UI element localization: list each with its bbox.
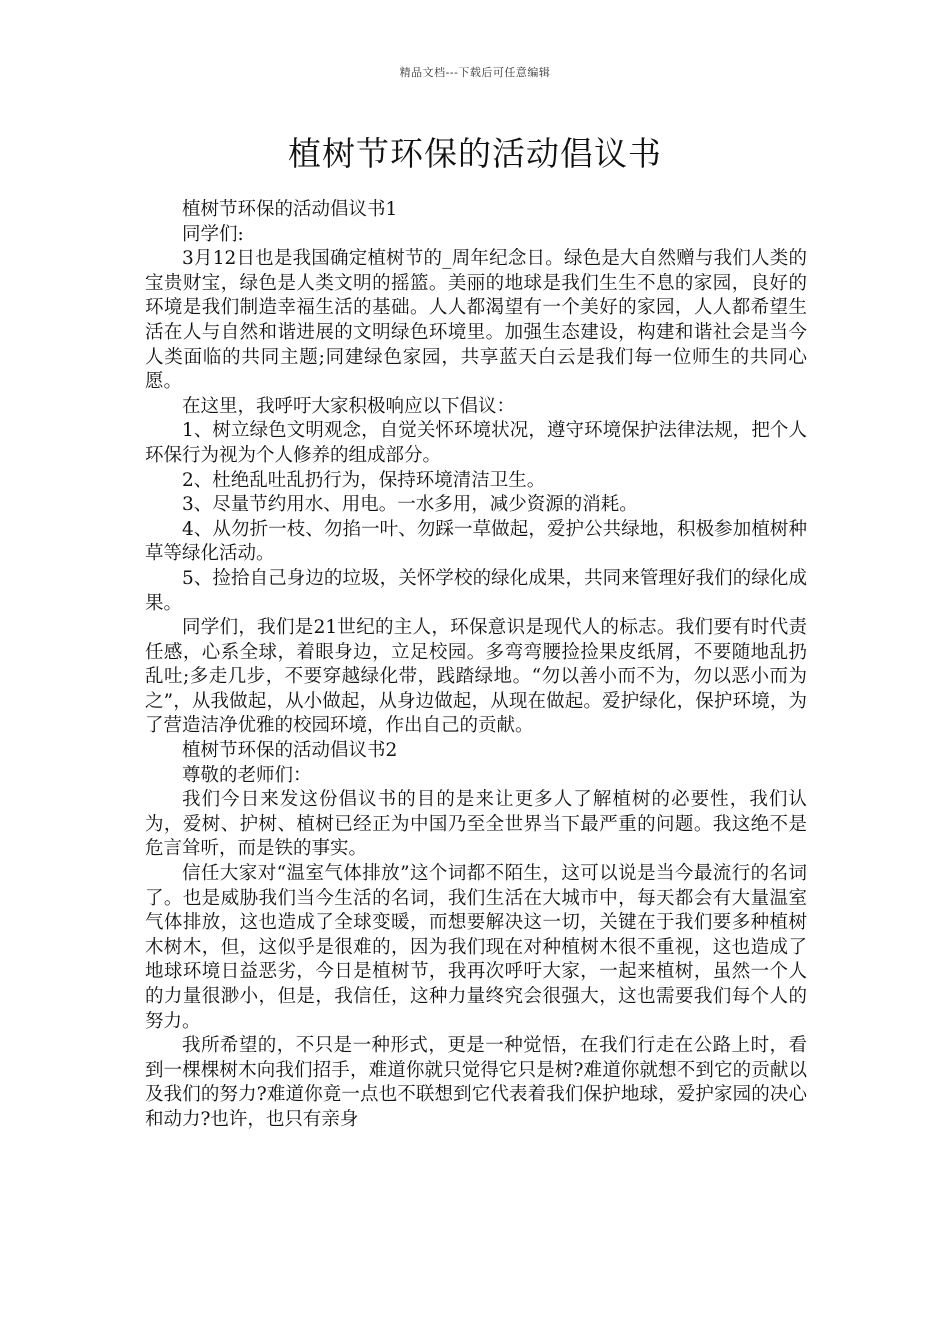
section-heading-1: 植树节环保的活动倡议书1	[182, 199, 398, 220]
paragraph-intro: 3月12日也是我国确定植树节的_周年纪念日。绿色是大自然赠与我们人类的宝贵财宝，绿色是人类文明的摇篮。美丽的地球是我们生生不息的家园，良好的环境是我们制造幸福生活的基础。人人都渴望有一个美好的家园，人人都希望生活在人与自然和谐进展的文明绿色环境里。加强生态建设，构建和谐社会是当今人类面临的共同主题;同建绿色家园，共享蓝天白云是我们每一位师生的共同心愿。	[145, 248, 807, 393]
proposal-item-3: 3、尽量节约用水、用电。一水多用，减少资源的消耗。	[182, 494, 638, 516]
page-header: 精品文档---下载后可任意编辑	[399, 66, 551, 79]
salutation-teachers: 尊敬的老师们：	[182, 764, 312, 786]
paragraph-hope: 我所希望的，不只是一种形式，更是一种觉悟，在我们行走在公路上时，看到一棵棵树木向我们招手，难道你就只觉得它只是树?难道你就想不到它的贡献以及我们的努力?难道你竟一点也不联想到它代表着我们保护地球，爱护家园的决心和动力?也许，也只有亲身	[145, 1035, 807, 1130]
paragraph-call: 在这里，我呼吁大家积极响应以下倡议：	[182, 395, 516, 417]
proposal-item-1: 1、树立绿色文明观念，自觉关怀环境状况，遵守环境保护法律法规，把个人环保行为视为个人修养的组成部分。	[145, 420, 807, 466]
section-heading-2: 植树节环保的活动倡议书2	[182, 740, 398, 762]
salutation-students: 同学们:	[182, 223, 244, 245]
proposal-item-5: 5、捡拾自己身边的垃圾，关怀学校的绿化成果，共同来管理好我们的绿化成果。	[145, 567, 807, 614]
document-body	[145, 198, 807, 1133]
proposal-item-2: 2、杜绝乱吐乱扔行为，保持环境清洁卫生。	[182, 469, 546, 491]
paragraph-greenhouse: 信任大家对“温室气体排放”这个词都不陌生，这可以说是当今最流行的名词了。也是威胁我们当今生活的名词，我们生活在大城市中，每天都会有大量温室气体排放，这也造成了全球变暖，而想要解决这一切，关键在于我们要多种植树木树木，但，这似乎是很难的，因为我们现在对种植树木很不重视，这也造成了地球环境日益恶劣，今日是植树节，我再次呼吁大家，一起来植树，虽然一个人的力量很渺小，但是，我信任，这种力量终究会很强大，这也需要我们每个人的努力。	[145, 863, 807, 1032]
paragraph-closing-1: 同学们，我们是21世纪的主人，环保意识是现代人的标志。我们要有时代责任感，心系全球，着眼身边，立足校园。多弯弯腰捡捡果皮纸屑，不要随地乱扔乱吐;多走几步，不要穿越绿化带，践踏绿地。“勿以善小而不为，勿以恶小而为之”，从我做起，从小做起，从身边做起，从现在做起。爱护绿化，保护环境，为了营造洁净优雅的校园环境，作出自己的贡献。	[145, 617, 807, 737]
document-title: 植树节环保的活动倡议书	[288, 134, 662, 173]
proposal-item-4: 4、从勿折一枝、勿掐一叶、勿踩一草做起，爱护公共绿地，积极参加植树种草等绿化活动。	[145, 518, 807, 565]
paragraph-purpose: 我们今日来发这份倡议书的目的是来让更多人了解植树的必要性，我们认为，爱树、护树、植树已经正为中国乃至全世界当下最严重的问题。我这绝不是危言耸听，而是铁的事实。	[145, 789, 807, 860]
